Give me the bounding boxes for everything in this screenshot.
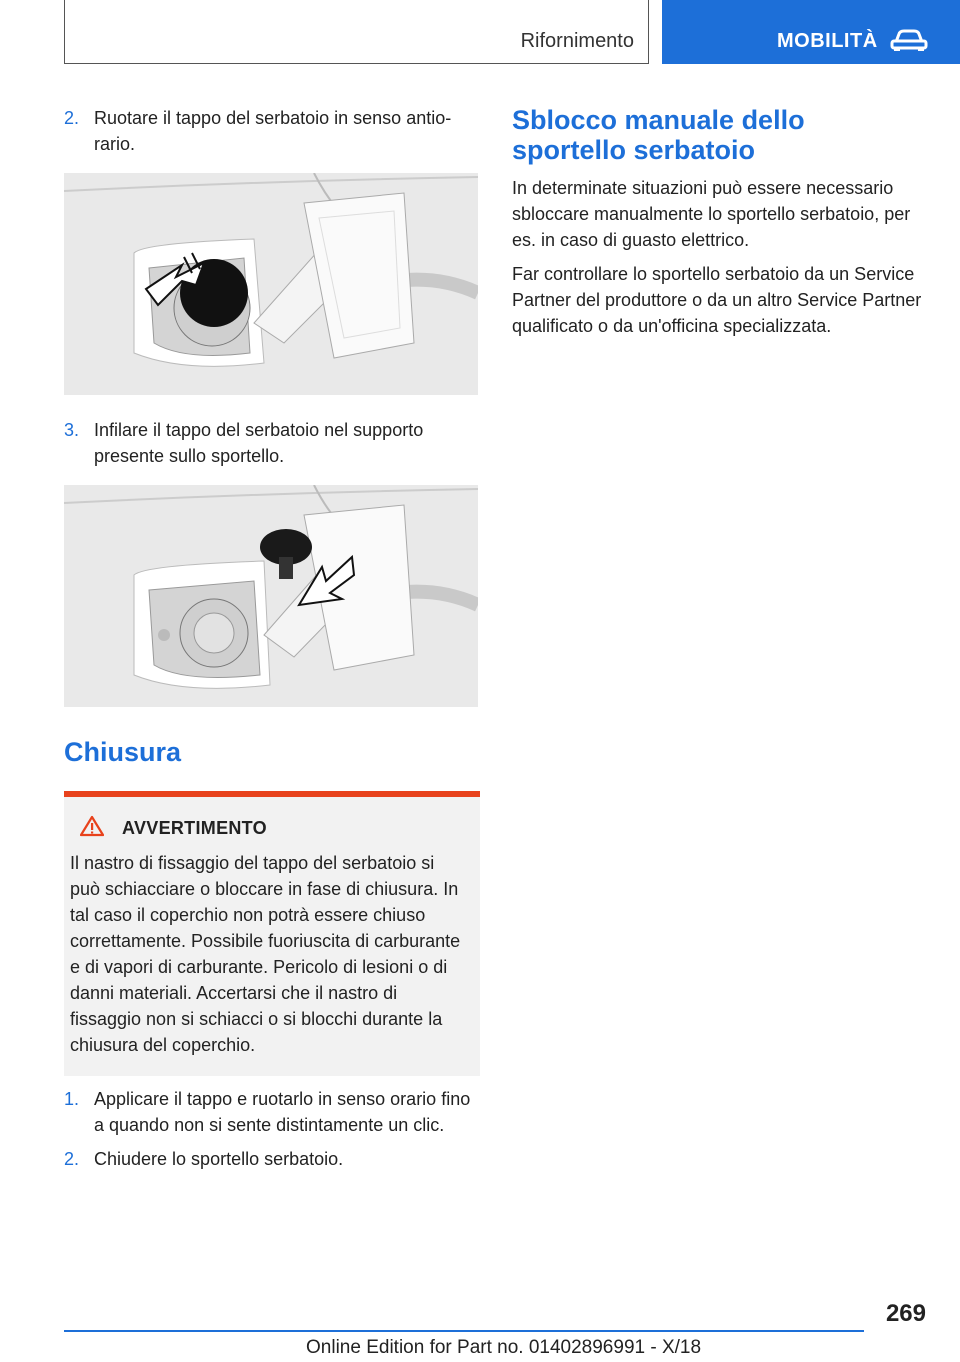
- right-column: [512, 105, 922, 339]
- left-column: [64, 105, 480, 1172]
- warning-box: [64, 791, 480, 1076]
- warning-text: Il nastro di fissaggio del tappo del serbatoio si può schiacciare o bloccare in fase di chiusura. In tal caso il coperchio non potrà essere chiuso correttamente. Possibile fuoriuscita di carburante e di vapori di carburante. Pericolo di lesioni o di danni materiali. Accertarsi che il nastro di fissaggio non si schiacci o si blocchi durante la chiusura del coperchio.: [70, 853, 461, 1055]
- step-number: 3.: [64, 420, 80, 440]
- close-step-1: [64, 1086, 480, 1138]
- step-number: 2.: [64, 1149, 80, 1169]
- chapter-tab[interactable]: [662, 0, 960, 64]
- car-icon: [890, 28, 928, 57]
- header-section-box: [64, 0, 649, 64]
- step-text: Applicare il tappo e ruotarlo in senso orario fino a quando non si sente distintamente un clic.: [94, 1089, 471, 1135]
- section-title: Rifornimento: [520, 30, 634, 52]
- chapter-tab-label: MOBILITÀ: [777, 30, 878, 52]
- paragraph-intro: In determinate situazioni può essere necessario sbloccare manualmente lo sportello serbatoio, per es. in caso di guasto elettrico.: [512, 178, 911, 250]
- step-2-rotate: [64, 105, 480, 157]
- step-number: 2.: [64, 108, 80, 128]
- warning-title: AVVERTIMENTO: [122, 818, 267, 838]
- page-number: 269: [885, 1300, 926, 1327]
- heading-chiusura: Chiusura: [64, 737, 182, 767]
- footer-divider: [64, 1330, 864, 1332]
- step-3-insert: [64, 417, 480, 469]
- figure-fuel-cap-rotate: [64, 173, 478, 395]
- step-text: Ruotare il tappo del serbatoio in senso antiorario.: [94, 108, 452, 154]
- step-text: Infilare il tappo del serbatoio nel supporto presente sullo sportello.: [94, 420, 424, 466]
- footer-edition: Online Edition for Part no. 01402896991 - X/18: [306, 1337, 702, 1358]
- close-step-2: [64, 1146, 480, 1172]
- warning-header: [70, 815, 466, 842]
- paragraph-service: Far controllare lo sportello serbatoio da un Service Partner del produttore o da un altro Service Partner qualificato o da un'officina specializzata.: [512, 264, 922, 336]
- step-text: Chiudere lo sportello serbatoio.: [94, 1149, 344, 1169]
- figure-fuel-cap-holder: [64, 485, 478, 707]
- heading-sblocco-manuale: Sblocco manuale dello sportello serbatoio: [512, 105, 805, 165]
- warning-triangle-icon: [80, 815, 104, 842]
- step-number: 1.: [64, 1089, 80, 1109]
